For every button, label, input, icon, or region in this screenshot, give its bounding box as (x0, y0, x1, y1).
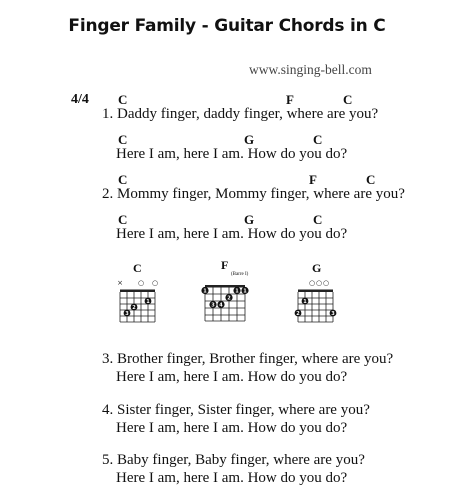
lyric-line: Here I am, here I am. How do you do? (116, 226, 348, 242)
chord-marker: G (244, 212, 255, 227)
finger-number: 2 (132, 304, 136, 311)
chord-marker: C (118, 212, 128, 227)
website-url: www.singing-bell.com (249, 62, 372, 77)
open-string-marker: ○ (322, 279, 330, 287)
chord-marker: C (313, 132, 323, 147)
chord-marker: C (118, 132, 128, 147)
chord-marker: F (286, 92, 294, 107)
lyric-line: 4. Sister finger, Sister finger, where are you? (102, 402, 370, 418)
chord-diagram-g (298, 290, 333, 323)
chord-chart-label-f: F (221, 258, 229, 272)
lyric-line: Here I am, here I am. How do you do? (116, 470, 348, 486)
chord-marker: F (309, 172, 317, 187)
lyric-line: Here I am, here I am. How do you do? (116, 369, 348, 385)
lyric-line: 3. Brother finger, Brother finger, where are you? (102, 351, 394, 367)
open-string-marker: ○ (137, 279, 145, 287)
open-string-marker: ○ (308, 279, 316, 287)
chord-chart-label-c: C (133, 261, 142, 275)
muted-string-marker: × (117, 279, 123, 287)
finger-number: 3 (211, 302, 215, 309)
finger-number: 1 (243, 288, 247, 295)
lyric-line: 1. Daddy finger, daddy finger, where are you? (102, 106, 379, 122)
chord-marker: C (118, 92, 128, 107)
finger-number: 1 (303, 298, 307, 305)
finger-number: 2 (296, 310, 300, 317)
chord-chart-label-g: G (312, 261, 322, 275)
finger-number: 1 (146, 298, 150, 305)
lyric-line: Here I am, here I am. How do you do? (116, 146, 348, 162)
chord-chart-note-f: (Barre I) (231, 272, 249, 277)
chord-marker: G (244, 132, 255, 147)
finger-number: 1 (203, 288, 207, 295)
chord-marker: C (118, 172, 128, 187)
open-string-marker: ○ (315, 279, 323, 287)
lyric-line: 2. Mommy finger, Mommy finger, where are you? (102, 186, 405, 202)
time-signature: 4/4 (71, 92, 89, 107)
open-string-marker: ○ (151, 279, 159, 287)
page-title: Finger Family - Guitar Chords in C (68, 16, 386, 36)
finger-number: 1 (235, 288, 239, 295)
finger-number: 2 (227, 295, 231, 302)
lyric-line: 5. Baby finger, Baby finger, where are you? (102, 452, 365, 468)
chord-marker: C (366, 172, 376, 187)
chord-diagram-c (120, 290, 155, 323)
chord-marker: C (313, 212, 323, 227)
finger-number: 3 (125, 310, 129, 317)
finger-number: 4 (219, 302, 223, 309)
lyric-line: Here I am, here I am. How do you do? (116, 420, 348, 436)
chord-marker: C (343, 92, 353, 107)
finger-number: 3 (331, 310, 335, 317)
